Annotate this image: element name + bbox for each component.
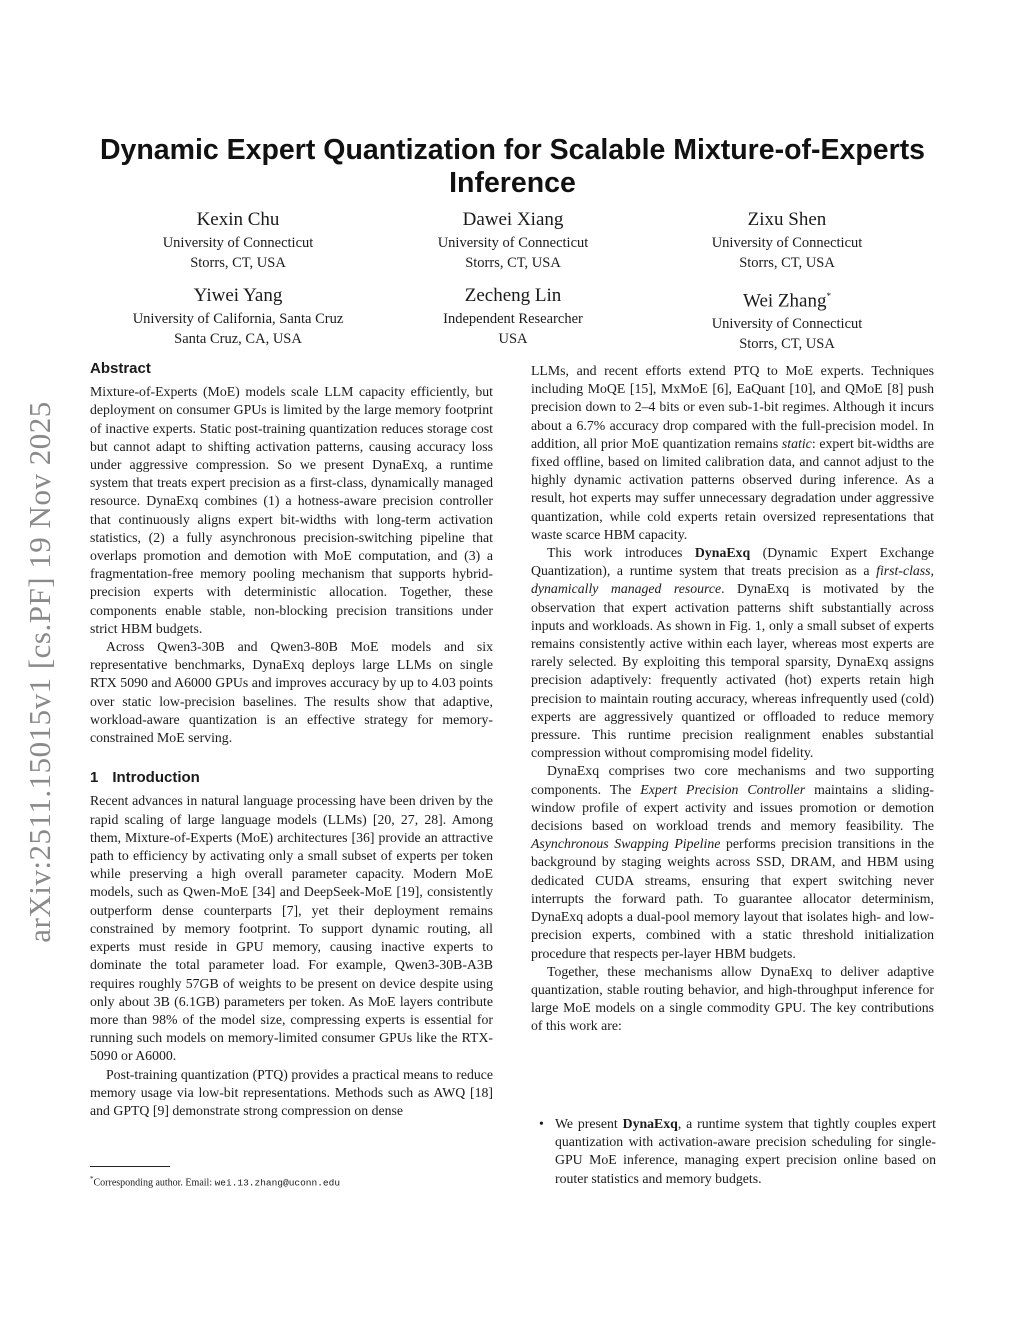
emphasis: static <box>781 435 812 451</box>
author-block <box>637 208 937 273</box>
text-run: (Dynamic Expert Exchange Quantization), a runtime system that treats precision as a <box>531 545 934 579</box>
author-name: Zecheng Lin <box>464 285 562 306</box>
author-block <box>88 208 388 273</box>
paper-title: Dynamic Expert Quantization for Scalable Mixture-of-Experts Inference <box>99 134 926 199</box>
text-run: DynaExq comprises two core mechanisms and two supporting components. The <box>531 763 934 797</box>
arxiv-identifier: arXiv:2511.15015v1 [cs.PF] 19 Nov 2025 <box>22 401 57 943</box>
text-run: , a runtime system that tightly couples expert quantization with activation-aware precision scheduling for single-GPU MoE inference, managing expert precision online based on router statistics and memory budgets. <box>555 1116 936 1186</box>
text-run: : expert bit-widths are fixed offline, based on limited calibration data, and cannot adjust to the highly dynamic activation patterns observed during inference. As a result, hot experts may suffer unnecessary degradation under aggressive quantization, while cold experts retain oversized representations that waste scarce HBM capacity. <box>531 435 934 542</box>
list-item <box>531 1115 936 1188</box>
footnote-divider <box>90 1166 170 1167</box>
left-column <box>90 360 493 1120</box>
system-name: DynaExq <box>622 1116 678 1131</box>
author-block <box>88 284 388 349</box>
body-paragraph <box>531 544 934 762</box>
intro-paragraph: Post-training quantization (PTQ) provides a practical means to reduce memory usage via low-bit representations. Methods such as AWQ [18] and GPTQ [9] demonstrate strong compression on dense <box>90 1066 493 1118</box>
author-name: Kexin Chu <box>196 209 280 230</box>
abstract-heading: Abstract <box>90 360 151 377</box>
author-affiliation: University of Connecticut <box>437 235 589 251</box>
author-affiliation: University of Connecticut <box>711 235 863 251</box>
email-link[interactable]: wei.13.zhang@uconn.edu <box>214 1177 341 1189</box>
section-title: Introduction <box>112 769 200 787</box>
footnote-mark: * <box>90 1175 94 1183</box>
author-name: Dawei Xiang <box>462 209 564 230</box>
author-name: Yiwei Yang <box>193 285 283 306</box>
emphasis: Asynchronous Swapping Pipeline <box>531 836 721 852</box>
abstract-paragraph: Across Qwen3-30B and Qwen3-80B MoE models and six representative benchmarks, DynaExq deploys large LLMs on single RTX 5090 and A6000 GPUs and improves accuracy by up to 4.03 points over static low-precision baselines. The results show that adaptive, workload-aware quantization is an effective strategy for memory-constrained MoE serving. <box>90 639 493 746</box>
body-paragraph <box>531 362 934 544</box>
section-number: 1 <box>90 769 99 787</box>
text-run: maintains a sliding-window profile of expert activity and issues promotion or demotion decisions based on workload trends and memory feasibility. The <box>531 781 935 834</box>
author-block <box>637 284 937 354</box>
author-location: Storrs, CT, USA <box>190 255 286 271</box>
system-name: DynaExq <box>694 545 751 561</box>
text-run: We present <box>555 1116 618 1131</box>
author-location: Storrs, CT, USA <box>465 255 561 271</box>
emphasis: first-class, dynamically managed resource <box>531 563 934 597</box>
author-affiliation: University of Connecticut <box>162 235 314 251</box>
author-affiliation: University of Connecticut <box>711 316 863 333</box>
emphasis: Expert Precision Controller <box>640 781 806 797</box>
author-location: Santa Cruz, CA, USA <box>174 331 302 347</box>
right-column <box>531 362 934 1036</box>
text-run: This work introduces <box>547 545 683 561</box>
author-block <box>363 208 663 273</box>
author-affiliation: University of California, Santa Cruz <box>132 311 344 327</box>
author-name <box>637 284 937 313</box>
body-paragraph <box>531 762 934 962</box>
text-run: . DynaExq is motivated by the observation that expert activation patterns shift substantially across inputs and workloads. As shown in Fig. 1, only a small subset of experts remains consistently active within each layer, whereas most experts are rarely selected. By exploiting this temporal sparsity, DynaExq assigns precision adaptively: frequently activated (hot) experts retain high precision to maintain routing accuracy, whereas infrequently used (cold) experts are aggressively quantized or offloaded to reduce memory pressure. This runtime precision realignment enables substantial compression without compromising model fidelity. <box>531 581 934 761</box>
author-location: USA <box>498 331 528 347</box>
arxiv-sidebar <box>10 372 70 972</box>
abstract-paragraph: Mixture-of-Experts (MoE) models scale LLM capacity efficiently, but deployment on consumer GPUs is limited by the large memory footprint of inactive experts. Static post-training quantization reduces storage cost but cannot adapt to shifting activation patterns, causing accuracy loss under aggressive compression. So we present DynaExq, a runtime system that treats expert precision as a first-class, dynamically managed resource. DynaExq combines (1) a hotness-aware precision controller that continuously aligns expert bit-widths with long-term activation statistics, (2) a fully asynchronous precision-switching pipeline that overlaps promotion and demotion with MoE computation, and (3) a fragmentation-free memory pooling mechanism that supports hybrid-precision experts with deterministic allocation. Together, these components enable stable, non-blocking precision transitions under strict HBM budgets. <box>90 384 493 636</box>
author-location: Storrs, CT, USA <box>739 255 835 271</box>
author-affiliation: Independent Researcher <box>443 311 583 327</box>
footnote-text: Corresponding author. Email: <box>93 1177 213 1189</box>
intro-paragraph: Recent advances in natural language processing have been driven by the rapid scaling of large language models (LLMs) [20, 27, 28]. Among them, Mixture-of-Experts (MoE) architectures [36] provide an attractive path to efficiency by activating only a small subset of experts per token while preserving a high overall parameter capacity. Modern MoE models, such as Qwen-MoE [34] and DeepSeek-MoE [19], consistently outperform dense counterparts [7], yet their deployment remains constrained by memory footprint. To support dynamic routing, all experts must reside in GPU memory, causing inactive experts to dominate the total parameter load. For example, Qwen3-30B-A3B requires roughly 57GB of weights to be present on device despite using only about 3B (6.1GB) parameters per token. As MoE layers contribute more than 98% of the model size, compressing experts is essential for running such models on memory-limited consumer GPUs like the RTX-5090 or A6000. <box>90 793 493 1064</box>
text-run: performs precision transitions in the background by staging weights across SSD, DRAM, and HBM using dedicated CUDA streams, ensuring that expert switching never interrupts the forward path. To guarantee allocator determinism, DynaExq adopts a dual-pool memory layout that isolates high- and low-precision experts, combined with a static threshold initialization procedure that respects per-layer HBM budgets. <box>531 836 934 961</box>
body-paragraph: Together, these mechanisms allow DynaExq to deliver adaptive quantization, stable routing behavior, and high-throughput inference for large MoE models on a single commodity GPU. The key contributions of this work are: <box>531 963 934 1034</box>
contributions-list <box>531 1115 936 1188</box>
corresponding-author-mark: * <box>826 291 831 301</box>
bullet-icon: • <box>539 1116 544 1131</box>
author-name: Zixu Shen <box>747 209 827 230</box>
author-location: Storrs, CT, USA <box>739 336 835 353</box>
text-run: LLMs, and recent efforts extend PTQ to MoE experts. Techniques including MoQE [15], MxMoE [6], EaQuant [10], and QMoE [8] push precision down to 2–4 bits or even sub-1-bit regimes. Although it incurs about a 6.7% accuracy drop compared with the full-precision model. In addition, all prior MoE quantization remains <box>531 363 934 451</box>
introduction-heading <box>90 769 493 787</box>
footnote <box>90 1172 510 1190</box>
author-block <box>363 284 663 349</box>
author-name-text: Wei Zhang <box>743 290 827 312</box>
